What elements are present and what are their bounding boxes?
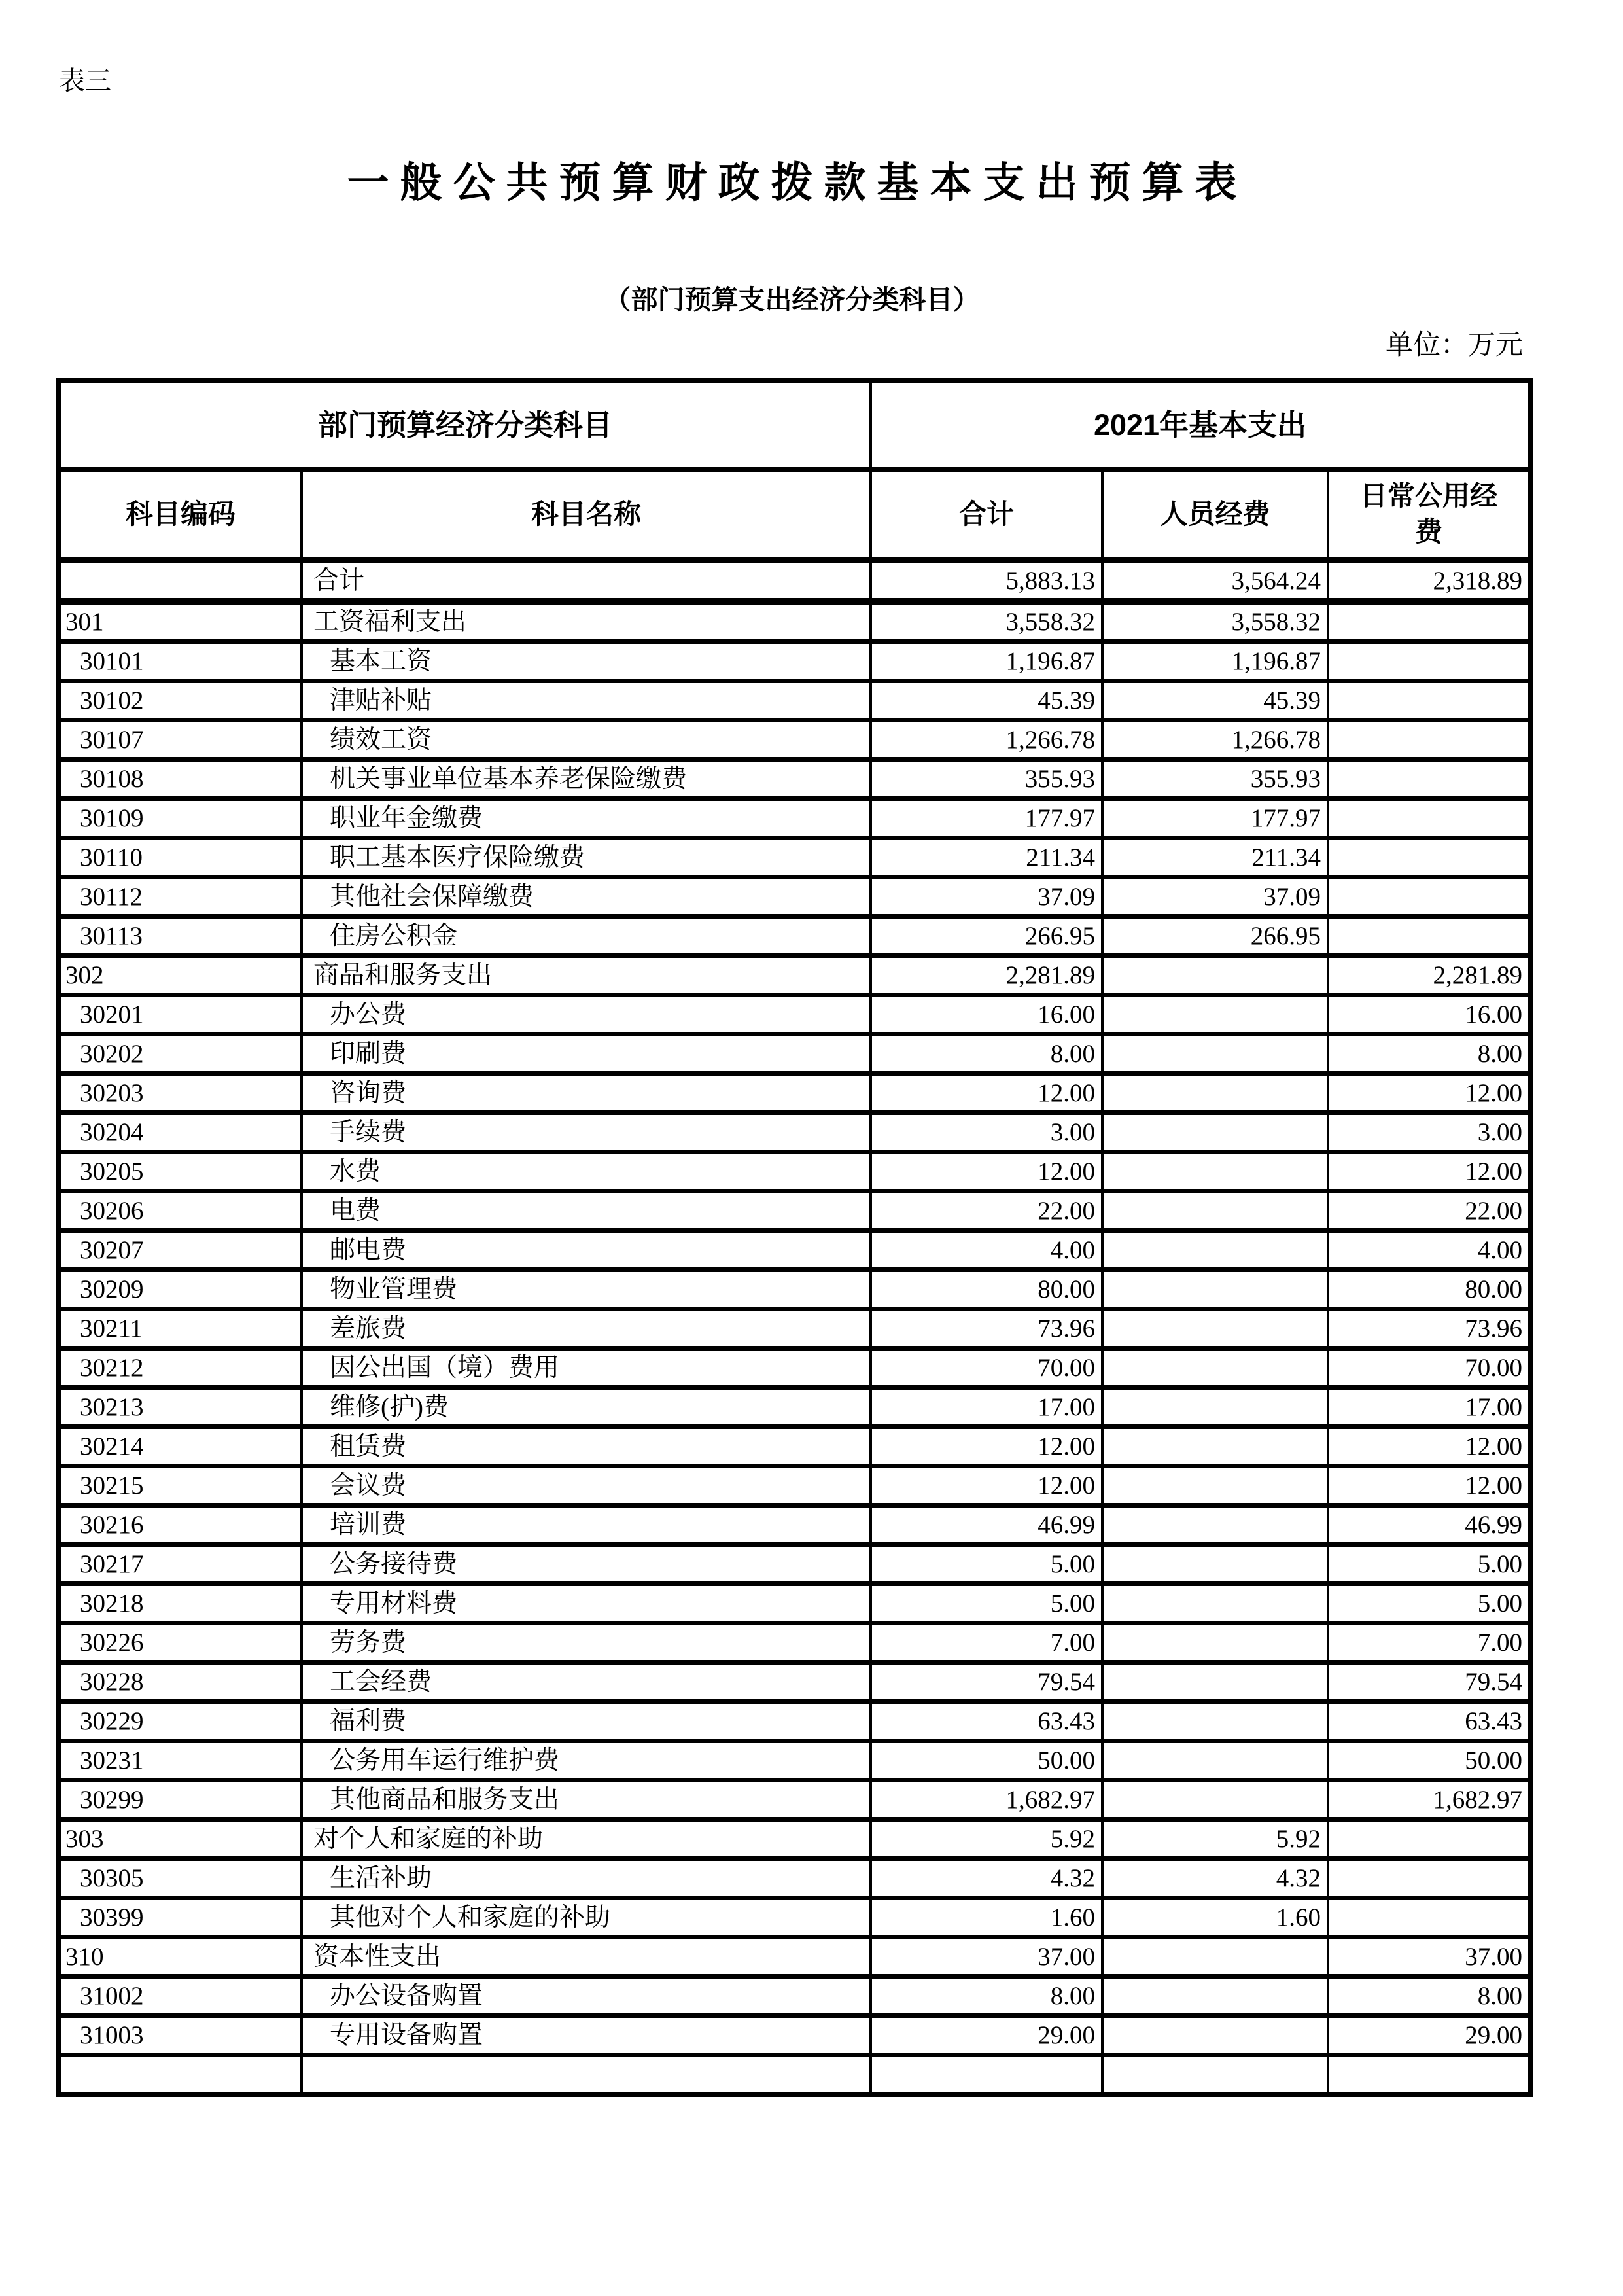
table-row [58, 1977, 1531, 2016]
cell-personnel-funds: 37.09 [1102, 877, 1328, 917]
cell-daily-public-funds: 46.99 [1328, 1506, 1531, 1545]
cell-subject-name: 公务接待费 [302, 1545, 871, 1584]
cell-daily-public-funds: 22.00 [1328, 1192, 1531, 1231]
cell-daily-public-funds: 37.00 [1328, 1937, 1531, 1977]
cell-subject-name: 印刷费 [302, 1034, 871, 1074]
cell-total [871, 2055, 1102, 2095]
cell-subject-name: 邮电费 [302, 1231, 871, 1270]
cell-daily-public-funds [1328, 799, 1531, 838]
cell-subject-code: 30201 [58, 995, 302, 1034]
cell-total: 17.00 [871, 1388, 1102, 1427]
cell-subject-code: 30202 [58, 1034, 302, 1074]
cell-subject-name: 办公费 [302, 995, 871, 1034]
table-header [58, 381, 1531, 560]
cell-daily-public-funds: 5.00 [1328, 1545, 1531, 1584]
page-title: 一般公共预算财政拨款基本支出预算表 [347, 159, 1248, 206]
cell-daily-public-funds: 12.00 [1328, 1074, 1531, 1113]
cell-daily-public-funds [1328, 601, 1531, 642]
cell-subject-name: 福利费 [302, 1702, 871, 1741]
cell-subject-name: 会议费 [302, 1466, 871, 1506]
cell-subject-code: 301 [58, 601, 302, 642]
cell-total: 1,266.78 [871, 720, 1102, 760]
cell-daily-public-funds: 2,281.89 [1328, 956, 1531, 995]
cell-subject-name: 差旅费 [302, 1309, 871, 1349]
cell-total: 1,682.97 [871, 1780, 1102, 1820]
table-row [58, 1152, 1531, 1192]
table-row [58, 1702, 1531, 1741]
cell-total: 5.00 [871, 1545, 1102, 1584]
cell-total: 37.09 [871, 877, 1102, 917]
unit-note: 单位：万元 [1385, 330, 1523, 361]
cell-total: 37.00 [871, 1937, 1102, 1977]
table-row [58, 2055, 1531, 2095]
cell-daily-public-funds [1328, 1859, 1531, 1898]
cell-subject-code: 303 [58, 1820, 302, 1859]
cell-subject-code [58, 2055, 302, 2095]
cell-subject-code: 30214 [58, 1427, 302, 1466]
cell-total: 5.92 [871, 1820, 1102, 1859]
cell-subject-code: 31003 [58, 2016, 302, 2055]
cell-total: 12.00 [871, 1074, 1102, 1113]
cell-subject-code: 30109 [58, 799, 302, 838]
cell-subject-code: 30399 [58, 1898, 302, 1937]
cell-subject-name: 物业管理费 [302, 1270, 871, 1309]
cell-subject-code: 31002 [58, 1977, 302, 2016]
cell-subject-code: 30213 [58, 1388, 302, 1427]
cell-subject-code: 30231 [58, 1741, 302, 1780]
cell-subject-name: 办公设备购置 [302, 1977, 871, 2016]
cell-personnel-funds: 1,266.78 [1102, 720, 1328, 760]
cell-subject-name: 水费 [302, 1152, 871, 1192]
cell-personnel-funds: 45.39 [1102, 681, 1328, 720]
cell-subject-code: 30205 [58, 1152, 302, 1192]
cell-subject-code: 30299 [58, 1780, 302, 1820]
cell-subject-code: 30107 [58, 720, 302, 760]
cell-daily-public-funds [1328, 838, 1531, 877]
cell-subject-code: 30215 [58, 1466, 302, 1506]
table-row [58, 760, 1531, 799]
cell-daily-public-funds: 12.00 [1328, 1466, 1531, 1506]
cell-subject-code: 30216 [58, 1506, 302, 1545]
cell-subject-name: 工资福利支出 [302, 601, 871, 642]
cell-personnel-funds [1102, 1427, 1328, 1466]
cell-total: 5.00 [871, 1584, 1102, 1623]
cell-subject-name: 公务用车运行维护费 [302, 1741, 871, 1780]
table-row [58, 1427, 1531, 1466]
cell-total: 5,883.13 [871, 560, 1102, 601]
table-body [58, 560, 1531, 2094]
cell-subject-name: 津贴补贴 [302, 681, 871, 720]
cell-personnel-funds [1102, 1192, 1328, 1231]
table-row [58, 1584, 1531, 1623]
cell-daily-public-funds: 73.96 [1328, 1309, 1531, 1349]
header-group-classification: 部门预算经济分类科目 [58, 381, 871, 470]
cell-personnel-funds [1102, 995, 1328, 1034]
cell-subject-code: 30203 [58, 1074, 302, 1113]
table-row [58, 1270, 1531, 1309]
cell-subject-name: 培训费 [302, 1506, 871, 1545]
cell-daily-public-funds: 17.00 [1328, 1388, 1531, 1427]
cell-subject-code [58, 560, 302, 601]
cell-daily-public-funds: 12.00 [1328, 1152, 1531, 1192]
cell-personnel-funds [1102, 1152, 1328, 1192]
cell-total: 8.00 [871, 1977, 1102, 2016]
cell-subject-name: 机关事业单位基本养老保险缴费 [302, 760, 871, 799]
cell-subject-name: 专用设备购置 [302, 2016, 871, 2055]
cell-total: 266.95 [871, 917, 1102, 956]
cell-subject-code: 30102 [58, 681, 302, 720]
cell-personnel-funds [1102, 1349, 1328, 1388]
cell-daily-public-funds: 70.00 [1328, 1349, 1531, 1388]
cell-total: 16.00 [871, 995, 1102, 1034]
table-row [58, 1034, 1531, 1074]
cell-subject-code: 310 [58, 1937, 302, 1977]
cell-daily-public-funds: 8.00 [1328, 1034, 1531, 1074]
table-row [58, 799, 1531, 838]
cell-subject-name: 咨询费 [302, 1074, 871, 1113]
cell-subject-name: 其他对个人和家庭的补助 [302, 1898, 871, 1937]
cell-subject-code: 30228 [58, 1663, 302, 1702]
cell-subject-name: 住房公积金 [302, 917, 871, 956]
table-row [58, 838, 1531, 877]
cell-subject-code: 30229 [58, 1702, 302, 1741]
table-row [58, 720, 1531, 760]
cell-subject-code: 30218 [58, 1584, 302, 1623]
cell-subject-name: 电费 [302, 1192, 871, 1231]
cell-daily-public-funds [1328, 760, 1531, 799]
cell-daily-public-funds: 16.00 [1328, 995, 1531, 1034]
cell-personnel-funds: 3,558.32 [1102, 601, 1328, 642]
cell-personnel-funds [1102, 956, 1328, 995]
cell-personnel-funds [1102, 1584, 1328, 1623]
cell-daily-public-funds [1328, 2055, 1531, 2095]
cell-personnel-funds: 5.92 [1102, 1820, 1328, 1859]
cell-subject-name: 职业年金缴费 [302, 799, 871, 838]
table-row [58, 1192, 1531, 1231]
cell-daily-public-funds [1328, 917, 1531, 956]
cell-total: 12.00 [871, 1152, 1102, 1192]
cell-subject-code: 30113 [58, 917, 302, 956]
cell-daily-public-funds: 1,682.97 [1328, 1780, 1531, 1820]
cell-subject-code: 30305 [58, 1859, 302, 1898]
table-row [58, 1663, 1531, 1702]
cell-daily-public-funds: 50.00 [1328, 1741, 1531, 1780]
page-subtitle: （部门预算支出经济分类科目） [604, 285, 980, 315]
table-row [58, 1074, 1531, 1113]
cell-personnel-funds: 355.93 [1102, 760, 1328, 799]
cell-total: 12.00 [871, 1466, 1102, 1506]
table-row [58, 2016, 1531, 2055]
cell-daily-public-funds [1328, 720, 1531, 760]
cell-daily-public-funds [1328, 681, 1531, 720]
cell-subject-code: 30112 [58, 877, 302, 917]
col-header-subject-code: 科目编码 [58, 470, 302, 561]
cell-daily-public-funds: 29.00 [1328, 2016, 1531, 2055]
cell-daily-public-funds: 63.43 [1328, 1702, 1531, 1741]
cell-personnel-funds [1102, 2016, 1328, 2055]
cell-daily-public-funds: 12.00 [1328, 1427, 1531, 1466]
table-row [58, 956, 1531, 995]
cell-total: 80.00 [871, 1270, 1102, 1309]
cell-subject-name: 手续费 [302, 1113, 871, 1152]
cell-total: 46.99 [871, 1506, 1102, 1545]
cell-subject-name: 其他商品和服务支出 [302, 1780, 871, 1820]
cell-total: 63.43 [871, 1702, 1102, 1741]
table-row [58, 1388, 1531, 1427]
table-row [58, 1937, 1531, 1977]
cell-subject-name [302, 2055, 871, 2095]
cell-daily-public-funds [1328, 642, 1531, 681]
cell-subject-name: 工会经费 [302, 1663, 871, 1702]
cell-subject-name: 合计 [302, 560, 871, 601]
cell-subject-name: 生活补助 [302, 1859, 871, 1898]
cell-personnel-funds [1102, 1937, 1328, 1977]
table-row [58, 1309, 1531, 1349]
cell-daily-public-funds: 79.54 [1328, 1663, 1531, 1702]
cell-total: 1,196.87 [871, 642, 1102, 681]
cell-subject-code: 30206 [58, 1192, 302, 1231]
table-row [58, 1113, 1531, 1152]
header-group-basic-expenditure: 2021年基本支出 [871, 381, 1531, 470]
table-row [58, 1780, 1531, 1820]
cell-total: 70.00 [871, 1349, 1102, 1388]
header-group-row [58, 381, 1531, 470]
cell-total: 1.60 [871, 1898, 1102, 1937]
cell-daily-public-funds: 4.00 [1328, 1231, 1531, 1270]
cell-total: 79.54 [871, 1663, 1102, 1702]
table-row [58, 1231, 1531, 1270]
cell-daily-public-funds: 7.00 [1328, 1623, 1531, 1663]
col-header-total: 合计 [871, 470, 1102, 561]
cell-subject-code: 30211 [58, 1309, 302, 1349]
cell-personnel-funds: 177.97 [1102, 799, 1328, 838]
cell-subject-name: 维修(护)费 [302, 1388, 871, 1427]
table-row [58, 877, 1531, 917]
cell-subject-code: 30108 [58, 760, 302, 799]
cell-subject-name: 对个人和家庭的补助 [302, 1820, 871, 1859]
table-row [58, 1545, 1531, 1584]
cell-daily-public-funds: 2,318.89 [1328, 560, 1531, 601]
cell-subject-code: 30207 [58, 1231, 302, 1270]
cell-personnel-funds: 1,196.87 [1102, 642, 1328, 681]
cell-personnel-funds [1102, 1977, 1328, 2016]
table-row [58, 995, 1531, 1034]
col-header-personnel-funds: 人员经费 [1102, 470, 1328, 561]
cell-total: 355.93 [871, 760, 1102, 799]
cell-personnel-funds [1102, 1466, 1328, 1506]
cell-total: 7.00 [871, 1623, 1102, 1663]
cell-personnel-funds [1102, 1780, 1328, 1820]
cell-personnel-funds [1102, 1388, 1328, 1427]
cell-subject-name: 专用材料费 [302, 1584, 871, 1623]
cell-personnel-funds [1102, 1623, 1328, 1663]
cell-daily-public-funds [1328, 1820, 1531, 1859]
table-row [58, 1349, 1531, 1388]
table-row [58, 1820, 1531, 1859]
cell-personnel-funds [1102, 1231, 1328, 1270]
cell-total: 177.97 [871, 799, 1102, 838]
cell-total: 8.00 [871, 1034, 1102, 1074]
cell-subject-name: 绩效工资 [302, 720, 871, 760]
header-columns-row [58, 470, 1531, 561]
table-row [58, 1466, 1531, 1506]
cell-total: 73.96 [871, 1309, 1102, 1349]
budget-table [56, 378, 1533, 2097]
cell-personnel-funds [1102, 1702, 1328, 1741]
cell-total: 3.00 [871, 1113, 1102, 1152]
cell-personnel-funds [1102, 1270, 1328, 1309]
cell-personnel-funds [1102, 1113, 1328, 1152]
cell-daily-public-funds: 80.00 [1328, 1270, 1531, 1309]
table-row [58, 917, 1531, 956]
cell-personnel-funds: 266.95 [1102, 917, 1328, 956]
table-row [58, 1506, 1531, 1545]
cell-subject-code: 30226 [58, 1623, 302, 1663]
table-row [58, 1623, 1531, 1663]
cell-subject-name: 基本工资 [302, 642, 871, 681]
cell-personnel-funds [1102, 1741, 1328, 1780]
cell-personnel-funds [1102, 2055, 1328, 2095]
cell-personnel-funds [1102, 1506, 1328, 1545]
cell-subject-name: 资本性支出 [302, 1937, 871, 1977]
table-row [58, 1898, 1531, 1937]
cell-daily-public-funds [1328, 1898, 1531, 1937]
cell-subject-code: 30212 [58, 1349, 302, 1388]
cell-subject-code: 30209 [58, 1270, 302, 1309]
cell-subject-code: 302 [58, 956, 302, 995]
table-row [58, 1859, 1531, 1898]
cell-personnel-funds: 4.32 [1102, 1859, 1328, 1898]
cell-daily-public-funds [1328, 877, 1531, 917]
cell-subject-name: 其他社会保障缴费 [302, 877, 871, 917]
cell-personnel-funds [1102, 1663, 1328, 1702]
cell-personnel-funds [1102, 1545, 1328, 1584]
cell-subject-code: 30217 [58, 1545, 302, 1584]
cell-subject-name: 商品和服务支出 [302, 956, 871, 995]
cell-subject-name: 租赁费 [302, 1427, 871, 1466]
cell-daily-public-funds: 8.00 [1328, 1977, 1531, 2016]
cell-subject-name: 因公出国（境）费用 [302, 1349, 871, 1388]
table-row [58, 642, 1531, 681]
table-row [58, 560, 1531, 601]
col-header-daily-public-funds: 日常公用经费 [1328, 470, 1531, 561]
cell-daily-public-funds: 5.00 [1328, 1584, 1531, 1623]
cell-total: 2,281.89 [871, 956, 1102, 995]
cell-subject-code: 30110 [58, 838, 302, 877]
cell-personnel-funds [1102, 1074, 1328, 1113]
cell-personnel-funds: 3,564.24 [1102, 560, 1328, 601]
cell-personnel-funds: 1.60 [1102, 1898, 1328, 1937]
cell-total: 45.39 [871, 681, 1102, 720]
table-row [58, 681, 1531, 720]
cell-subject-name: 劳务费 [302, 1623, 871, 1663]
cell-total: 3,558.32 [871, 601, 1102, 642]
cell-total: 12.00 [871, 1427, 1102, 1466]
cell-total: 29.00 [871, 2016, 1102, 2055]
cell-total: 4.32 [871, 1859, 1102, 1898]
table-row [58, 601, 1531, 642]
cell-subject-code: 30101 [58, 642, 302, 681]
cell-personnel-funds [1102, 1309, 1328, 1349]
cell-total: 211.34 [871, 838, 1102, 877]
cell-personnel-funds: 211.34 [1102, 838, 1328, 877]
col-header-subject-name: 科目名称 [302, 470, 871, 561]
cell-total: 50.00 [871, 1741, 1102, 1780]
cell-total: 4.00 [871, 1231, 1102, 1270]
cell-personnel-funds [1102, 1034, 1328, 1074]
table-number-label: 表三 [59, 66, 111, 96]
table-row [58, 1741, 1531, 1780]
cell-subject-name: 职工基本医疗保险缴费 [302, 838, 871, 877]
cell-total: 22.00 [871, 1192, 1102, 1231]
cell-daily-public-funds: 3.00 [1328, 1113, 1531, 1152]
cell-subject-code: 30204 [58, 1113, 302, 1152]
